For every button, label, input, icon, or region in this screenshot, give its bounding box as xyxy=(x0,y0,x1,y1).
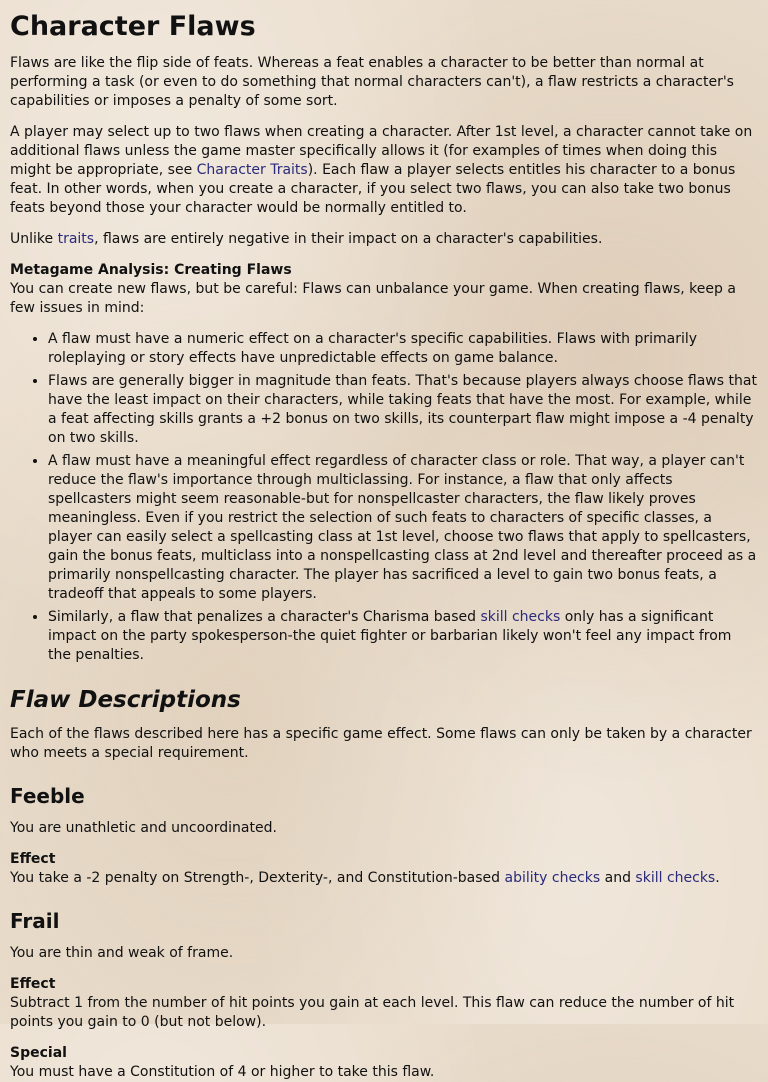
frail-description: You are thin and weak of frame. xyxy=(10,945,234,961)
frail-heading: Frail xyxy=(10,909,60,933)
list-item: • Flaws are generally bigger in magnitude than feats. That's because players always choose flaws that have the least impact on their characters, while taking feats that have the most. For example, while a feat affecting skills grants a +2 bonus on two skills, its counterpart flaw might impose a -4 penalty on two skills. xyxy=(48,372,758,448)
metagame-heading: Metagame Analysis: Creating Flaws xyxy=(10,262,292,278)
frail-special-label: Special xyxy=(10,1045,67,1061)
intro-paragraph-1: Flaws are like the flip side of feats. Whereas a feat enables a character to be better than normal at performing a task (or even to do something that normal characters can't), a flaw restricts a character's capabilities or imposes a penalty of some sort. xyxy=(10,55,734,109)
list-item xyxy=(48,608,758,665)
ability-checks-link[interactable]: ability checks xyxy=(504,870,601,886)
intro-paragraph-2 xyxy=(10,123,758,218)
metagame-section xyxy=(10,261,758,318)
bullet-text-end: only has a significant impact on the party spokesperson-the quiet fighter or barbarian likely won't feel any impact from the penalties. xyxy=(48,609,732,663)
bullet-text-start: Similarly, a flaw that penalizes a character's Charisma based xyxy=(48,609,481,625)
feeble-effect-text-end: . xyxy=(715,870,720,886)
feeble-effect-text-start: You take a -2 penalty on Strength-, Dexterity-, and Constitution-based xyxy=(10,870,505,886)
frail-special-text: You must have a Constitution of 4 or higher to take this flaw. xyxy=(10,1064,435,1080)
flaw-descriptions-heading: Flaw Descriptions xyxy=(10,687,241,713)
flaw-descriptions-text: Each of the flaws described here has a specific game effect. Some flaws can only be taken by a character who meets a special requirement. xyxy=(10,726,752,761)
frail-effect-text: Subtract 1 from the number of hit points you gain at each level. This flaw can reduce the number of hit points you gain to 0 (but not below). xyxy=(10,995,735,1030)
feeble-effect-text-mid: and xyxy=(600,870,636,886)
skill-checks-link[interactable]: skill checks xyxy=(480,609,561,625)
intro-p3-text-end: , flaws are entirely negative in their impact on a character's capabilities. xyxy=(94,231,603,247)
traits-link[interactable]: traits xyxy=(57,231,95,247)
intro-p2-text-end: ). Each flaw a player selects entitles his character to a bonus feat. In other words, when you create a character, if you select two flaws, you can also take two bonus feats beyond those your character would be normally entitled to. xyxy=(10,162,736,216)
feeble-effect xyxy=(10,850,758,888)
feeble-heading: Feeble xyxy=(10,784,85,808)
list-item: • A flaw must have a meaningful effect regardless of character class or role. That way, a player can't reduce the flaw's importance through multiclassing. For instance, a flaw that only affects spellcasters might seem reasonable-but for nonspellcaster characters, the flaw likely proves meaningless. Even if you restrict the selection of such feats to characters of specific classes, a player can easily select a spellcasting class at 1st level, choose two flaws that apply to spellcasters, gain the bonus feats, multiclass into a nonspellcasting class at 2nd level and thereafter proceed as a primarily nonspellcasting character. The player has sacrificed a level to gain two bonus feats, a tradeoff that appeals to some players. xyxy=(48,452,758,604)
intro-p3-text-start: Unlike xyxy=(10,231,58,247)
skill-checks-link-2[interactable]: skill checks xyxy=(635,870,716,886)
frail-effect xyxy=(10,975,758,1032)
metagame-text: You can create new flaws, but be careful: Flaws can unbalance your game. When creating flaws, keep a few issues in mind: xyxy=(10,281,736,316)
intro-paragraph-3 xyxy=(10,230,758,249)
list-item: • A flaw must have a numeric effect on a character's specific capabilities. Flaws with primarily roleplaying or story effects have unpredictable effects on game balance. xyxy=(48,330,758,368)
frail-effect-label: Effect xyxy=(10,976,56,992)
page-title: Character Flaws xyxy=(10,11,256,42)
character-traits-link[interactable]: Character Traits xyxy=(196,162,308,178)
feeble-description: You are unathletic and uncoordinated. xyxy=(10,820,277,836)
frail-special xyxy=(10,1044,758,1082)
feeble-effect-label: Effect xyxy=(10,851,56,867)
metagame-bullet-list xyxy=(10,330,758,665)
intro-p2-text-start: A player may select up to two flaws when creating a character. After 1st level, a character cannot take on additional flaws unless the game master specifically allows it (for examples of times when doing this might be appropriate, see xyxy=(10,124,753,178)
